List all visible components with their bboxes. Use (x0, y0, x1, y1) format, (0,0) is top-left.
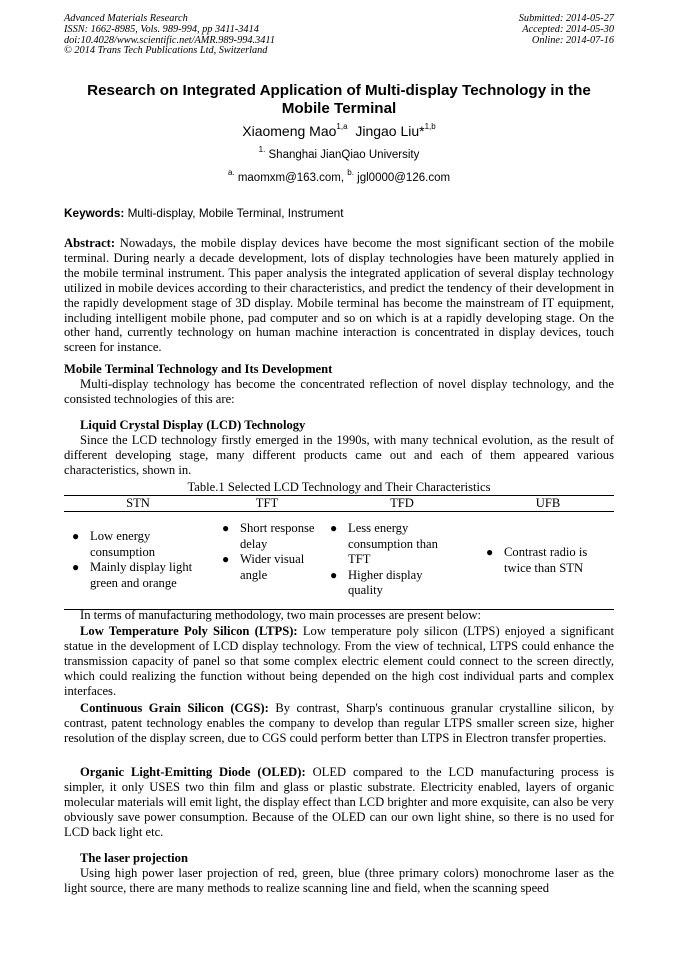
cgs-label: Continuous Grain Silicon (CGS): (80, 701, 269, 715)
table-bullet-item (68, 560, 210, 591)
journal-info (64, 14, 275, 57)
table-caption: Table.1 Selected LCD Technology and Their Characteristics (187, 480, 491, 494)
keywords (64, 206, 614, 221)
table-bullet-item (218, 552, 320, 583)
author-emails (64, 168, 614, 186)
email-b-marker: b. (347, 168, 354, 178)
abstract-label: Abstract: (64, 236, 116, 250)
tfd-item-2: Higher display quality (348, 567, 423, 597)
lcd-paragraph: Since the LCD technology firstly emerged in the 1990s, with many technical evolution, as the result of different developing stage, many different products came out and each of them appeared various characteristics, shown in. (64, 433, 614, 477)
table-header-stn: STN (126, 496, 150, 510)
bullet-icon: ● (330, 521, 338, 535)
subsection-heading-laser: The laser projection (80, 851, 188, 865)
bullet-icon: ● (486, 545, 494, 559)
online-date: Online: 2014-07-16 (531, 34, 614, 46)
copyright-line: © 2014 Trans Tech Publications Ltd, Switzerland (64, 45, 268, 57)
table-bullet-item (218, 521, 320, 552)
bullet-icon: ● (72, 560, 80, 574)
abstract (64, 236, 614, 355)
dates-info (519, 14, 614, 46)
subsection-heading-lcd: Liquid Crystal Display (LCD) Technology (80, 418, 306, 432)
laser-paragraph: Using high power laser projection of red, green, blue (three primary colors) monochrome laser as the light source, there are many methods to realize scanning line and field, when the scanning speed (64, 866, 614, 895)
bullet-icon: ● (222, 552, 230, 566)
author-list (64, 122, 614, 140)
tft-item-2: Wider visual angle (240, 552, 305, 582)
ufb-item-1: Contrast radio is twice than STN (504, 545, 588, 575)
author-2: Jingao Liu* (355, 123, 425, 139)
table-cell-tft (218, 521, 320, 583)
table-header-tft: TFT (255, 496, 279, 510)
issn-line: ISSN: 1662-8985, Vols. 989-994, pp 3411-3414 (64, 23, 259, 35)
stn-item-2: Mainly display light green and orange (90, 560, 193, 590)
email-b: jgl0000@126.com (357, 172, 451, 184)
oled-text: OLED compared to the LCD manufacturing process is simpler, it only USES two thin film and glass or plastic substrate. Electricity enabled, layers of organic molecular materials will emit light, the display effect than LCD brighter and more exquisite, can also be very obviously save power consumption. Because of the OLED can our own light shine, so there is no used for LCD back light etc. (64, 765, 614, 839)
table-bullet-item (326, 521, 458, 568)
table-header-ufb: UFB (535, 496, 561, 510)
doi-line: doi:10.4028/www.scientific.net/AMR.989-994.3411 (64, 34, 275, 46)
bullet-icon: ● (72, 529, 80, 543)
title-line-1: Research on Integrated Application of Multi-display Technology in the (87, 82, 591, 99)
keywords-text: Multi-display, Mobile Terminal, Instrument (127, 206, 344, 220)
author-1-marker: 1,a (336, 122, 348, 132)
stn-item-1: Low energy consumption (90, 529, 156, 559)
oled-paragraph (64, 765, 614, 840)
section-heading-mobile-terminal: Mobile Terminal Technology and Its Development (64, 362, 333, 376)
table-cell-ufb (482, 545, 610, 576)
table-header-tfd: TFD (390, 496, 414, 510)
section1-paragraph: Multi-display technology has become the concentrated reflection of novel display technology, and the consisted technologies of this are: (64, 377, 614, 406)
table-cell-stn (68, 529, 210, 591)
table-cell-tfd (326, 521, 458, 599)
journal-name: Advanced Materials Research (64, 13, 188, 24)
table-header-row (64, 496, 614, 512)
accepted-date: Accepted: 2014-05-30 (522, 23, 614, 35)
affiliation (64, 145, 614, 163)
title-line-2: Mobile Terminal (281, 100, 397, 117)
submitted-date: Submitted: 2014-05-27 (518, 13, 614, 24)
email-a-marker: a. (227, 168, 235, 178)
ltps-label: Low Temperature Poly Silicon (LTPS): (80, 624, 298, 638)
affiliation-text: Shanghai JianQiao University (268, 149, 420, 161)
paper-title (64, 82, 614, 118)
author-2-marker: 1,b (424, 122, 436, 132)
manufacturing-paragraph: In terms of manufacturing methodology, two main processes are present below: (80, 608, 482, 622)
cgs-paragraph (64, 701, 614, 746)
ltps-text: Low temperature poly silicon (LTPS) enjoyed a significant statue in the development of LCD display technology. From the view of technical, LTPS could enhance the transmission capacity of panel so that some complex electric element could connect to the screen directly, which could realizing the function without being depended on the high cost individual parts and complex interfaces. (64, 624, 614, 698)
lcd-technology-table (64, 495, 614, 610)
ltps-paragraph (64, 624, 614, 699)
bullet-icon: ● (330, 567, 338, 582)
affiliation-marker: 1. (258, 145, 266, 155)
bullet-icon: ● (222, 521, 230, 535)
table-bullet-item (68, 529, 210, 560)
email-a: maomxm@163.com, (237, 172, 345, 184)
cgs-text: By contrast, Sharp's continuous granular crystalline silicon, by contrast, patent technology enables the company to develop than regular LTPS smaller screen size, higher resolution of the display screen, due to CGS could perform better than LTPS in Electron transfer properties. (64, 701, 615, 745)
table-bullet-item (326, 568, 458, 599)
tft-item-1: Short response delay (240, 521, 315, 551)
tfd-item-1: Less energy consumption than TFT (348, 521, 438, 566)
abstract-text: Nowadays, the mobile display devices have become the most significant section of the mobile terminal. During nearly a decade development, lots of display technologies have been maturely applied in the mobile terminal instrument. This paper analysis the integrated application of several display technology utilized in mobile devices according to their characteristics, and predict the tendency of their development in the rapidly development stage of 3D display. Mobile terminal has become the mainstream of IT equipment, including intelligent mobile phone, pad computer and so on which is at a rapidly developing stage. On the other hand, currently technology on human machine interaction is concentrated in display devices, touch screen for instance. (64, 236, 614, 355)
table-bullet-item (482, 545, 610, 576)
oled-label: Organic Light-Emitting Diode (OLED): (80, 765, 306, 779)
keywords-label: Keywords: (64, 206, 125, 220)
author-1: Xiaomeng Mao (242, 123, 337, 139)
